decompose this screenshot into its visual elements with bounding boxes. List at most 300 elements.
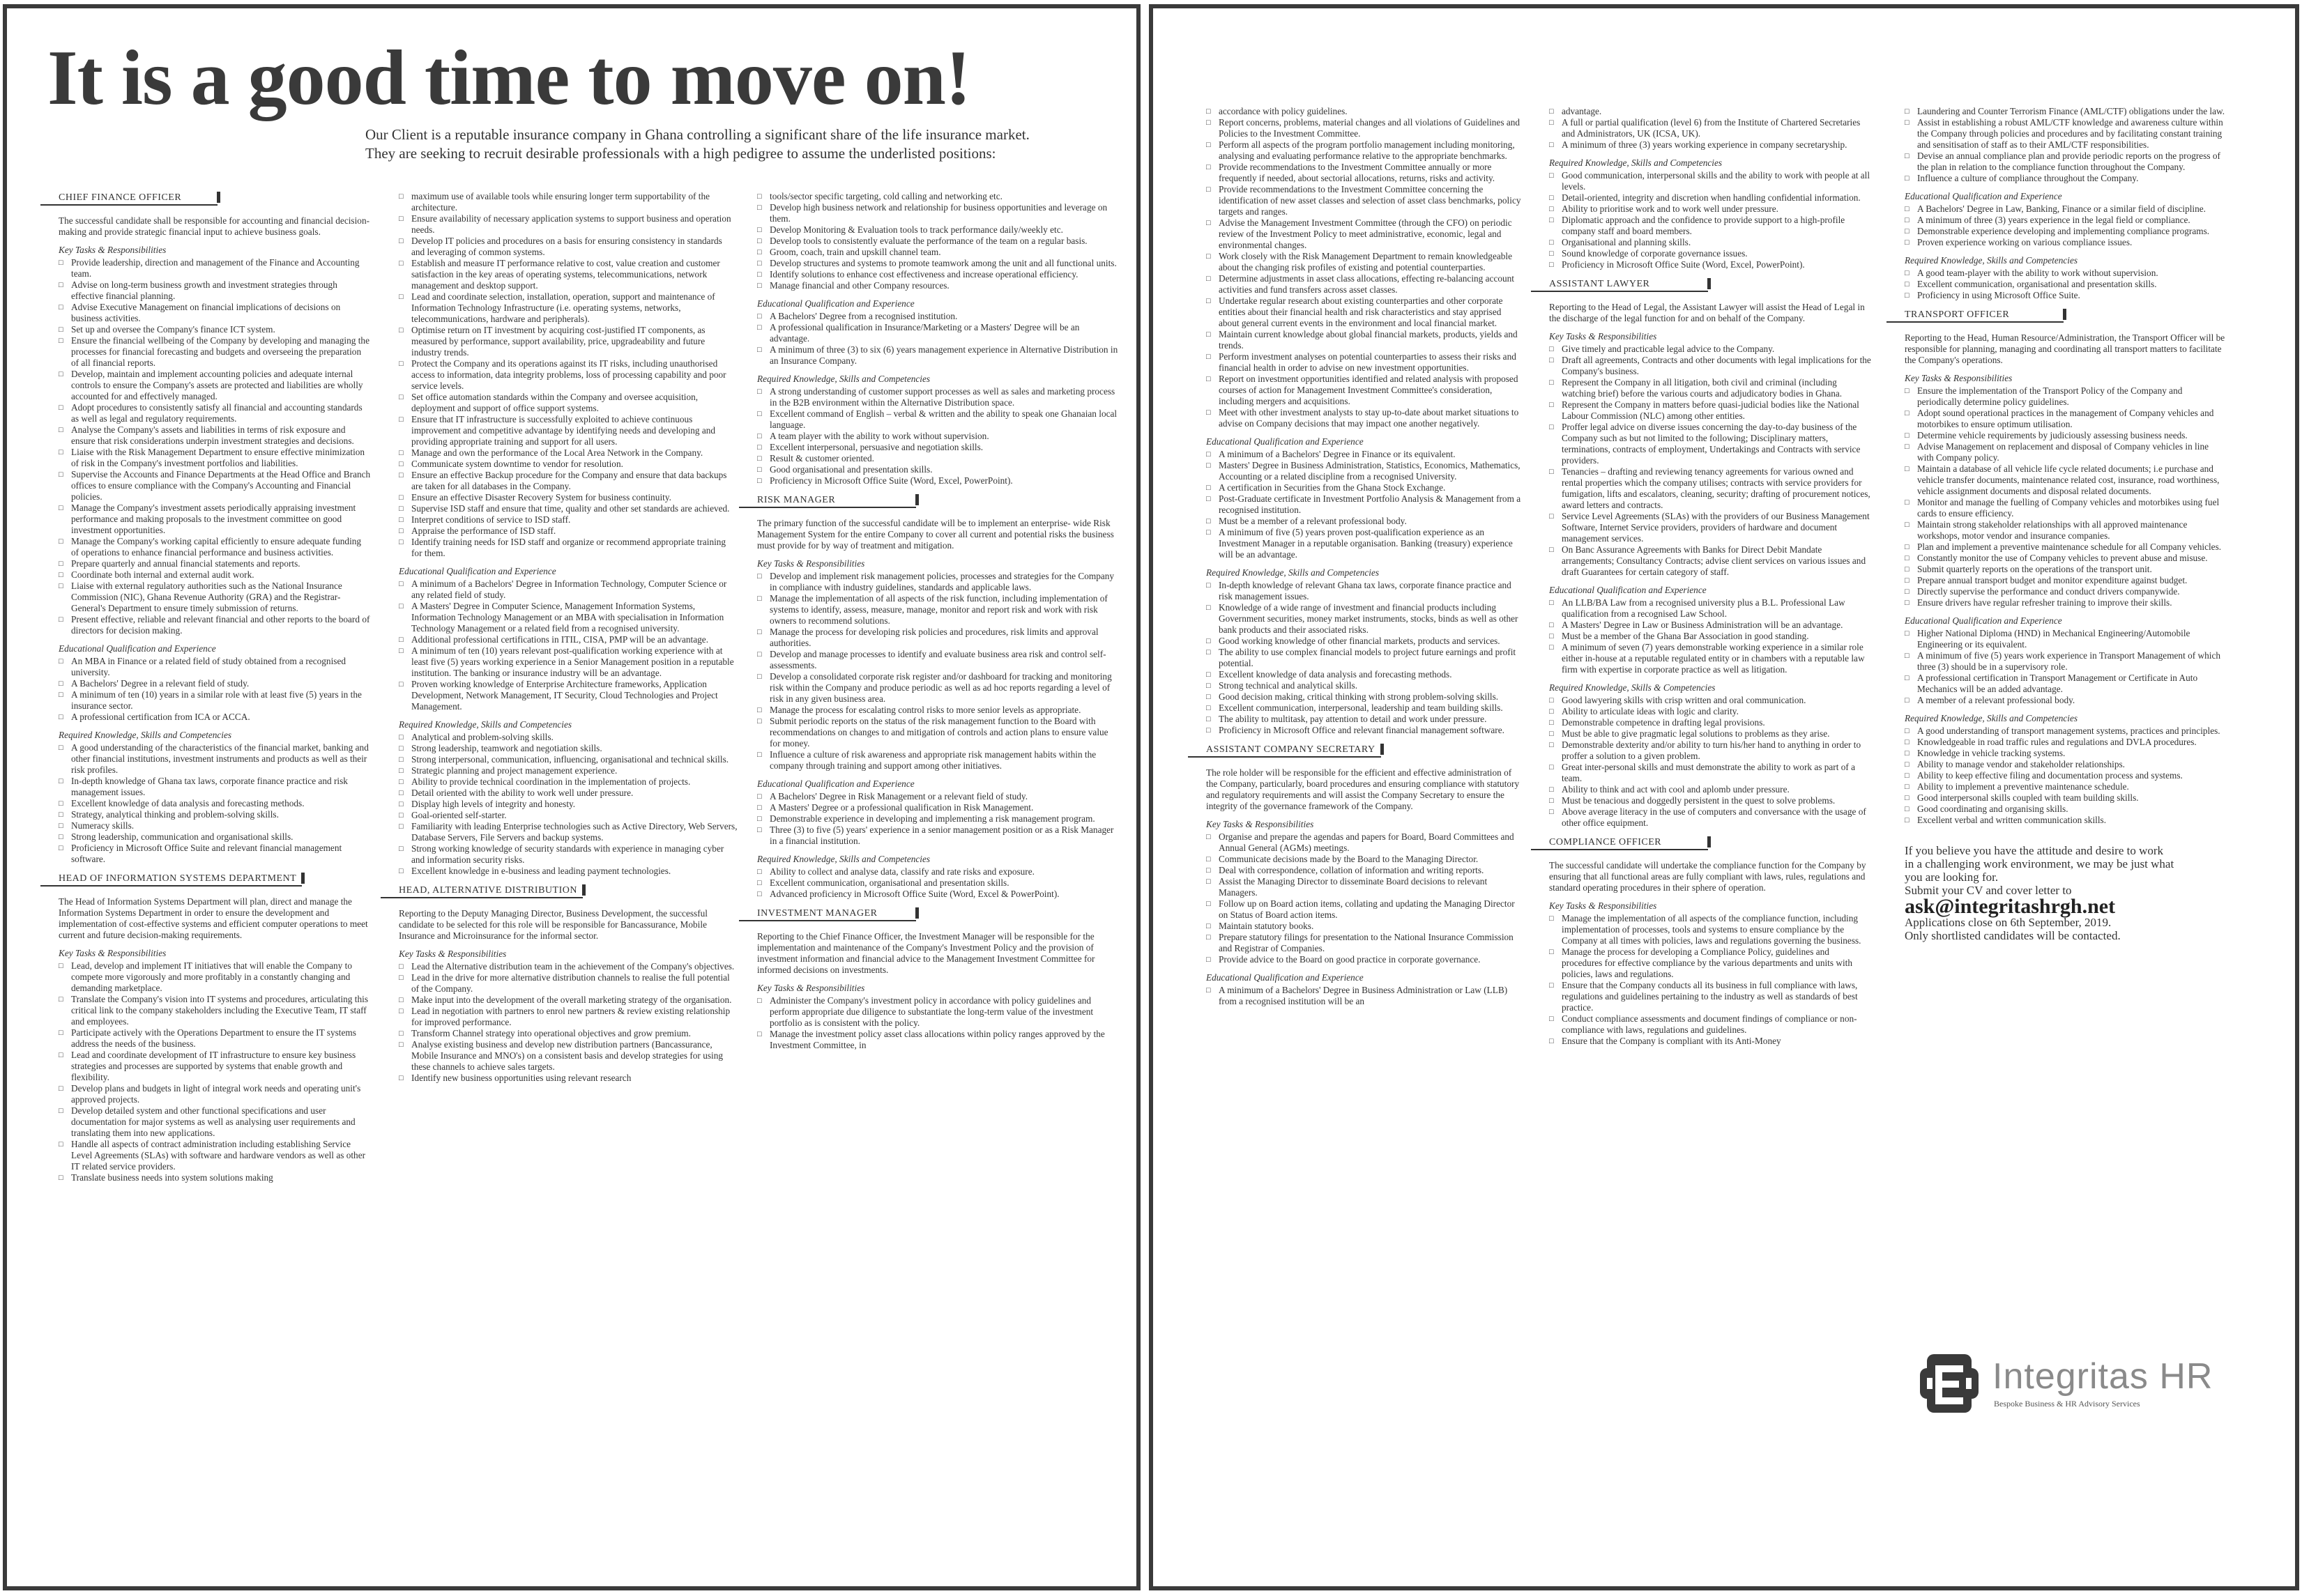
list-item: □ Ability to implement a preventive maintenance schedule.	[1905, 781, 2225, 792]
list-item: □ Excellent knowledge in e-business and leading payment technologies.	[399, 866, 738, 877]
list-item: □ Must be able to give pragmatic legal solutions to problems as they arise.	[1549, 728, 1871, 739]
list-item: □ Give timely and practicable legal advice to the Company.	[1549, 344, 1871, 355]
job-section	[757, 191, 1120, 486]
list-item: □ Communicate system downtime to vendor for resolution.	[399, 459, 738, 470]
list-item: □ Lead in the drive for more alternative distribution channels to realise the full potential of the Company.	[399, 972, 738, 995]
list-item: □ Participate actively with the Operations Department to ensure the IT systems address the needs of the business.	[59, 1027, 371, 1050]
list-item: □ Good coordinating and organising skills.	[1905, 804, 2225, 815]
list-item: □ Excellent knowledge of data analysis and forecasting methods.	[1206, 669, 1521, 680]
bullet-list	[757, 866, 1120, 900]
column-6-sections	[1905, 106, 2225, 826]
list-item: □ Proffer legal advice on diverse issues concerning the day-to-day business of the Company such as but not limited to the following; Disciplinary matters, terminations, contracts of employment, Undertakings and Contracts with service providers.	[1549, 422, 1871, 466]
page-gutter	[1141, 0, 1149, 1596]
list-item: □ Determine adjustments in asset class allocations, effecting re-balancing account activities and fund transfers across asset classes.	[1206, 273, 1521, 296]
bullet-list	[1905, 204, 2225, 248]
list-item: □ Strong leadership, teamwork and negotiation skills.	[399, 743, 738, 754]
subsection-heading: Key Tasks & Responsibilities	[59, 948, 167, 958]
subsection-heading: Educational Qualification and Experience	[1206, 972, 1364, 983]
list-item: □ Provide recommendations to the Investment Committee concerning the identification of new asset classes and selection of asset class benchmarks, policy targets and ranges.	[1206, 184, 1521, 217]
list-item: □ Organise and prepare the agendas and papers for Board, Board Committees and Annual General (AGMs) meetings.	[1206, 831, 1521, 854]
contact-email-link[interactable]: ask@integritashrgh.net	[1905, 895, 2116, 918]
subsection-heading: Required Knowledge, Skills and Competencies	[399, 719, 572, 730]
list-item: □ Sound knowledge of corporate governance issues.	[1549, 248, 1871, 259]
list-item: □ Ability to collect and analyse data, classify and rate risks and exposure.	[757, 866, 1120, 877]
list-item: □ Strong technical and analytical skills.	[1206, 680, 1521, 691]
list-item: □ Good organisational and presentation skills.	[757, 464, 1120, 475]
closing-line: If you believe you have the attitude and desire to work	[1905, 844, 2164, 857]
list-item: □ Knowledge in vehicle tracking systems.	[1905, 748, 2225, 759]
list-item: □ A minimum of ten (10) years in a similar role with at least five (5) years in the insurance sector.	[59, 689, 371, 712]
list-item: □ Monitor and manage the fuelling of Company vehicles and motorbikes using fuel cards to ensure efficiency.	[1905, 497, 2225, 519]
closing-note: Applications close on 6th September, 2019.	[1905, 916, 2112, 929]
list-item: □ Provide recommendations to the Investment Committee annually or more frequently if needed, about sectorial allocations, returns, risks and activity.	[1206, 162, 1521, 184]
list-item: □ Develop and manage processes to identify and evaluate business area risk and control self-assessments.	[757, 649, 1120, 671]
list-item: □ Develop high business network and relationship for business opportunities and leverage on them.	[757, 202, 1120, 224]
intro-line: Our Client is a reputable insurance company in Ghana controlling a significant share of the life insurance market.	[365, 126, 1030, 143]
integritas-logo-icon	[1914, 1349, 1984, 1418]
list-item: □ Proven working knowledge of Enterprise Architecture frameworks, Application Development, Network Management, IT Security, Cloud Technologies and Project Management.	[399, 679, 738, 712]
subsection-heading: Key Tasks & Responsibilities	[757, 983, 865, 993]
bullet-list	[1206, 580, 1521, 736]
bullet-list	[1905, 268, 2225, 301]
list-item: □ Strategic planning and project management experience.	[399, 765, 738, 776]
job-section	[59, 873, 371, 1183]
bullet-list	[1905, 628, 2225, 706]
list-item: □ Manage the Company's investment assets periodically appraising investment performance and making proposals to the investment committee on good investment opportunities.	[59, 502, 371, 536]
list-item: □ Knowledgeable in road traffic rules and regulations and DVLA procedures.	[1905, 737, 2225, 748]
list-item: □ A minimum of three (3) to six (6) years management experience in Alternative Distribution in an Insurance Company.	[757, 344, 1120, 367]
list-item: □ Present effective, reliable and relevant financial and other reports to the board of directors for decision making.	[59, 614, 371, 636]
list-item: □ A strong understanding of customer support processes as well as sales and marketing process in the B2B environment within the Alternative Distribution space.	[757, 386, 1120, 408]
list-item: □ Groom, coach, train and upskill channel team.	[757, 247, 1120, 258]
list-item: □ Goal-oriented self-starter.	[399, 810, 738, 821]
list-item: □ A minimum of five (5) years work experience in Transport Management of which three (3) should be in a supervisory role.	[1905, 650, 2225, 673]
list-item: □ Appraise the performance of ISD staff.	[399, 525, 738, 537]
job-section	[59, 192, 371, 865]
list-item: □ Lead, develop and implement IT initiatives that will enable the Company to compete more vigorously and more profitably in a constantly changing and demanding marketplace.	[59, 960, 371, 994]
subsection-heading: Educational Qualification and Experience	[399, 566, 556, 576]
company-logo	[1914, 1349, 2213, 1418]
subsection-heading: Key Tasks & Responsibilities	[1905, 373, 2013, 383]
list-item: □ Masters' Degree in Business Administration, Statistics, Economics, Mathematics, Accounting or a related discipline from a recognised University.	[1206, 460, 1521, 482]
job-title: ASSISTANT LAWYER	[1531, 279, 1708, 292]
list-item: □ Set office automation standards within the Company and oversee acquisition, deployment and support of office support systems.	[399, 392, 738, 414]
list-item: □ Develop detailed system and other functional specifications and user documentation for major systems as well as analysing user requirements and translating them into new applications.	[59, 1105, 371, 1139]
list-item: □ Deal with correspondence, collation of information and writing reports.	[1206, 865, 1521, 876]
list-item: □ A Masters' Degree in Law or Business Administration will be an advantage.	[1549, 620, 1871, 631]
list-item: □ Detail oriented with the ability to work well under pressure.	[399, 788, 738, 799]
list-item: □ Undertake regular research about existing counterparties and other corporate entities about their financial health and risk characteristics and stay apprised about general current events in the environment and local financial market.	[1206, 296, 1521, 329]
list-item: □ Transform Channel strategy into operational objectives and grow premium.	[399, 1028, 738, 1039]
list-item: □ advantage.	[1549, 106, 1871, 117]
list-item: □ Ability to think and act with cool and aplomb under pressure.	[1549, 784, 1871, 795]
headline: It is a good time to move on!	[47, 35, 971, 121]
list-item: □ Develop IT policies and procedures on a basis for ensuring consistency in standards and leveraging of common systems.	[399, 236, 738, 258]
list-item: □ Identify solutions to enhance cost effectiveness and increase operational efficiency.	[757, 269, 1120, 280]
list-item: □ Ability to provide technical coordination in the implementation of projects.	[399, 776, 738, 788]
list-item: □ Result & customer oriented.	[757, 453, 1120, 464]
subsection-heading: Required Knowledge, Skills & Competencies	[1549, 682, 1716, 693]
subsection-heading: Educational Qualification and Experience	[1206, 436, 1364, 447]
list-item: □ Strong leadership, communication and organisational skills.	[59, 831, 371, 843]
list-item: □ Follow up on Board action items, collating and updating the Managing Director on Status of Board action items.	[1206, 898, 1521, 921]
closing-note: Only shortlisted candidates will be contacted.	[1905, 929, 2121, 942]
subsection-heading: Key Tasks & Responsibilities	[757, 558, 865, 569]
list-item: □ Advise the Management Investment Committee (through the CFO) on periodic review of the Investment Policy to meet administrative, economic, legal and environmental changes.	[1206, 217, 1521, 251]
job-title: COMPLIANCE OFFICER	[1531, 837, 1708, 850]
list-item: □ Meet with other investment analysts to stay up-to-date about market situations to advise on Company decisions that may impact one another negatively.	[1206, 407, 1521, 429]
list-item: □ Develop and implement risk management policies, processes and strategies for the Company in compliance with industry guidelines, standards and applicable laws.	[757, 571, 1120, 593]
list-item: □ Submit periodic reports on the status of the risk management function to the Board with recommendations on changes to and mitigation of controls and action plans to ensure value for money.	[757, 716, 1120, 749]
list-item: □ A professional certification in Transport Management or Certificate in Auto Mechanics will be an added advantage.	[1905, 673, 2225, 695]
list-item: □ Tenancies – drafting and reviewing tenancy agreements for various owned and rental properties which the company utilises; contracts with service providers for fumigation, lifts and escalators, cleaning, security; drafting of procurement notices, award letters and contracts.	[1549, 466, 1871, 511]
bullet-list	[1549, 913, 1871, 1047]
subsection-heading: Required Knowledge, Skills and Competencies	[757, 854, 931, 864]
list-item: □ Constantly monitor the use of Company vehicles to prevent abuse and misuse.	[1905, 553, 2225, 564]
list-item: □ A good team-player with the ability to work without supervision.	[1905, 268, 2225, 279]
list-item: □ Ensure that IT infrastructure is successfully exploited to achieve continuous improvement and competitive advantage by identifying needs and developing and providing appropriate training and support for all users.	[399, 414, 738, 447]
list-item: □ Display high levels of integrity and honesty.	[399, 799, 738, 810]
job-title: ASSISTANT COMPANY SECRETARY	[1188, 744, 1381, 758]
list-item: □ A Bachelors' Degree in a relevant field of study.	[59, 678, 371, 689]
list-item: □ Three (3) to five (5) years' experience in a senior management position or as a Risk Manager in a financial institution.	[757, 824, 1120, 847]
list-item: □ A good understanding of transport management systems, practices and principles.	[1905, 726, 2225, 737]
subsection-heading: Key Tasks & Responsibilities	[1206, 819, 1314, 829]
list-item: □ Devise an annual compliance plan and provide periodic reports on the progress of the plan in relation to the compliance function throughout the Company.	[1905, 151, 2225, 173]
subsection-heading: Key Tasks & Responsibilities	[1549, 331, 1657, 342]
job-description: Reporting to the Chief Finance Officer, the Investment Manager will be responsible for the implementation and maintenance of the Company's Investment Policy and the provision of investment information and financial advice to the Management Investment Committee for informed decisions on investments.	[757, 931, 1095, 975]
list-item: □ Prepare annual transport budget and monitor expenditure against budget.	[1905, 575, 2225, 586]
list-item: □ A professional qualification in Insurance/Marketing or a Masters' Degree will be an advantage.	[757, 322, 1120, 344]
job-section	[1206, 744, 1521, 1007]
list-item: □ An MBA in Finance or a related field of study obtained from a recognised university.	[59, 656, 371, 678]
list-item: □ Identify training needs for ISD staff and organize or recommend appropriate training for them.	[399, 537, 738, 559]
bullet-list	[1905, 385, 2225, 608]
list-item: □ Maintain a database of all vehicle life cycle related documents; i.e purchase and vehicle transfer documents, maintenance related cost, insurance, road worthiness, vehicle assignment documents and disposal related documents.	[1905, 463, 2225, 497]
column-4	[1206, 106, 1521, 1015]
list-item: □ A minimum of a Bachelors' Degree in Finance or its equivalent.	[1206, 449, 1521, 460]
list-item: □ Perform investment analyses on potential counterparties to assess their risks and financial health in order to advise on new investment opportunities.	[1206, 351, 1521, 374]
subsection-heading: Key Tasks & Responsibilities	[399, 949, 507, 959]
job-title: HEAD OF INFORMATION SYSTEMS DEPARTMENT	[40, 873, 302, 887]
list-item: □ Translate business needs into system solutions making	[59, 1172, 371, 1183]
bullet-list	[757, 995, 1120, 1051]
job-description: Reporting to the Deputy Managing Director, Business Development, the successful candidate to be selected for this role will be responsible for Bancassurance, Mobile Insurance and Microinsurance for the informal sector.	[399, 908, 708, 941]
bullet-list	[59, 742, 371, 865]
list-item: □ Interpret conditions of service to ISD staff.	[399, 514, 738, 525]
list-item: □ Excellent communication, organisational and presentation skills.	[1905, 279, 2225, 290]
column-3	[757, 191, 1120, 1059]
job-title: RISK MANAGER	[739, 495, 916, 508]
list-item: □ Assist the Managing Director to disseminate Board decisions to relevant Managers.	[1206, 876, 1521, 898]
job-section	[399, 885, 738, 1084]
list-item: □ An LLB/BA Law from a recognised university plus a B.L. Professional Law qualification from a recognised Law School.	[1549, 597, 1871, 620]
list-item: □ Proficiency in Microsoft Office Suite (Word, Excel, PowerPoint).	[1549, 259, 1871, 270]
job-section	[1549, 837, 1871, 1047]
job-section	[1549, 106, 1871, 270]
list-item: □ Good interpersonal skills coupled with team building skills.	[1905, 792, 2225, 804]
list-item: □ Lead the Alternative distribution team in the achievement of the Company's objectives.	[399, 961, 738, 972]
list-item: □ Supervise ISD staff and ensure that time, quality and other set standards are achieved.	[399, 503, 738, 514]
list-item: □ A minimum of three (3) years experience in the legal field or compliance.	[1905, 215, 2225, 226]
subsection-heading: Required Knowledge, Skills and Competencies	[1905, 713, 2078, 723]
bullet-list	[1905, 726, 2225, 826]
closing-line: in a challenging work environment, we may be just what	[1905, 857, 2174, 870]
bullet-list	[1206, 985, 1521, 1007]
job-description: The successful candidate shall be responsible for accounting and financial decision-making and provide strategic financial input to achieve business goals.	[59, 215, 370, 237]
list-item: □ Good working knowledge of other financial markets, products and services.	[1206, 636, 1521, 647]
list-item: □ Handle all aspects of contract administration including establishing Service Level Agreements (SLAs) with software and hardware vendors as well as other IT related service providers.	[59, 1139, 371, 1172]
list-item: □ Proficiency in using Microsoft Office Suite.	[1905, 290, 2225, 301]
list-item: □ Maintain strong stakeholder relationships with all approved maintenance workshops, motor vendor and insurance companies.	[1905, 519, 2225, 542]
list-item: □ Laundering and Counter Terrorism Finance (AML/CTF) obligations under the law.	[1905, 106, 2225, 117]
list-item: □ Analytical and problem-solving skills.	[399, 732, 738, 743]
list-item: □ Great inter-personal skills and must demonstrate the ability to work as part of a team.	[1549, 762, 1871, 784]
list-item: □ Ensure an effective Backup procedure for the Company and ensure that data backups are taken for all databases in the Company.	[399, 470, 738, 492]
list-item: □ Develop plans and budgets in light of integral work needs and operating unit's approved projects.	[59, 1083, 371, 1105]
subsection-heading: Educational Qualification and Experience	[757, 778, 915, 789]
list-item: □ Ensure availability of necessary application systems to support business and operation needs.	[399, 213, 738, 236]
list-item: □ A certification in Securities from the Ghana Stock Exchange.	[1206, 482, 1521, 493]
job-description: Reporting to the Head, Human Resource/Administration, the Transport Officer will be responsible for planning, managing and coordinating all transport matters to facilitate the Company's operations.	[1905, 332, 2225, 365]
list-item: □ Provide leadership, direction and management of the Finance and Accounting team.	[59, 257, 371, 279]
list-item: □ Advise Management on replacement and disposal of Company vehicles in line with Company policy.	[1905, 441, 2225, 463]
list-item: □ Excellent command of English – verbal & written and the ability to speak one Ghanaian local language.	[757, 408, 1120, 431]
list-item: □ Directly supervise the performance and conduct drivers companywide.	[1905, 586, 2225, 597]
list-item: □ Good lawyering skills with crisp written and oral communication.	[1549, 695, 1871, 706]
list-item: □ Plan and implement a preventive maintenance schedule for all Company vehicles.	[1905, 542, 2225, 553]
list-item: □ Lead and coordinate selection, installation, operation, support and maintenance of Information Technology Infrastructure (i.e. operating systems, networks, telecommunications, hardware and peripherals).	[399, 291, 738, 325]
bullet-list	[399, 732, 738, 877]
intro	[365, 125, 1125, 163]
job-description: Reporting to the Head of Legal, the Assistant Lawyer will assist the Head of Legal in the discharge of the legal function for and on behalf of the Company.	[1549, 302, 1865, 323]
list-item: □ Demonstrable competence in drafting legal provisions.	[1549, 717, 1871, 728]
list-item: □ Excellent communication, interpersonal, leadership and team building skills.	[1206, 703, 1521, 714]
list-item: □ Ensure an effective Disaster Recovery System for business continuity.	[399, 492, 738, 503]
bullet-list	[59, 960, 371, 1183]
list-item: □ Report on investment opportunities identified and related analysis with proposed courses of action for Management Investment Committee's consideration, including mergers and acquisitions.	[1206, 374, 1521, 407]
list-item: □ Ability to prioritise work and to work well under pressure.	[1549, 204, 1871, 215]
list-item: □ Prepare quarterly and annual financial statements and reports.	[59, 558, 371, 569]
list-item: □ Maintain statutory books.	[1206, 921, 1521, 932]
job-section	[757, 495, 1120, 900]
list-item: □ Develop tools to consistently evaluate the performance of the team on a regular basis.	[757, 236, 1120, 247]
job-description: The role holder will be responsible for the efficient and effective administration of the Company, particularly, board procedures and ensuring compliance with statutory and regulatory requirements and will assist the Company Secretary to ensure the integrity of the governance framework of the Company.	[1206, 767, 1520, 811]
list-item: □ Manage the process for developing a Compliance Policy, guidelines and procedures for effective compliance by the various departments and units with policies, laws and regulations.	[1549, 946, 1871, 980]
list-item: □ Diplomatic approach and the confidence to provide support to a high-profile company staff and board members.	[1549, 215, 1871, 237]
list-item: □ Higher National Diploma (HND) in Mechanical Engineering/Automobile Engineering or its equivalent.	[1905, 628, 2225, 650]
subsection-heading: Required Knowledge, Skills and Competencies	[1206, 567, 1380, 578]
list-item: □ Supervise the Accounts and Finance Departments at the Head Office and Branch offices to ensure compliance with the Company's Accounting and Financial policies.	[59, 469, 371, 502]
job-section	[1206, 106, 1521, 736]
list-item: □ Ensure the financial wellbeing of the Company by developing and managing the processes for financial forecasting and budgets and overseeing the preparation of all financial reports.	[59, 335, 371, 369]
list-item: □ Work closely with the Risk Management Department to remain knowledgeable about the changing risk profiles of existing and potential counterparties.	[1206, 251, 1521, 273]
list-item: □ A Bachelors' Degree from a recognised institution.	[757, 311, 1120, 322]
list-item: □ Set up and oversee the Company's finance ICT system.	[59, 324, 371, 335]
list-item: □ accordance with policy guidelines.	[1206, 106, 1521, 117]
list-item: □ Ability to keep effective filing and documentation process and systems.	[1905, 770, 2225, 781]
subsection-heading: Required Knowledge, Skills and Competencies	[757, 374, 931, 384]
list-item: □ On Banc Assurance Agreements with Banks for Direct Debit Mandate arrangements; Consultancy Contracts; advise client services on various issues and draft Guarantees for certain category of staff.	[1549, 544, 1871, 578]
list-item: □ Provide advice to the Board on good practice in corporate governance.	[1206, 954, 1521, 965]
list-item: □ Submit quarterly reports on the operations of the transport unit.	[1905, 564, 2225, 575]
list-item: □ Excellent interpersonal, persuasive and negotiation skills.	[757, 442, 1120, 453]
list-item: □ Knowledge of a wide range of investment and financial products including Government securities, money market instruments, stocks, binds as well as other bank products and their associated risks.	[1206, 602, 1521, 636]
list-item: □ Proficiency in Microsoft Office Suite and relevant financial management software.	[59, 843, 371, 865]
closing-block	[1905, 844, 2225, 942]
list-item: □ Excellent knowledge of data analysis and forecasting methods.	[59, 798, 371, 809]
list-item: □ Advise on long-term business growth and investment strategies through effective financial planning.	[59, 279, 371, 302]
list-item: □ tools/sector specific targeting, cold calling and networking etc.	[757, 191, 1120, 202]
bullet-list	[757, 311, 1120, 367]
list-item: □ A member of a relevant professional body.	[1905, 695, 2225, 706]
list-item: □ Optimise return on IT investment by acquiring cost-justified IT components, as measured by performance, support availability, price, upgradeability and future industry trends.	[399, 325, 738, 358]
bullet-list	[1206, 106, 1521, 429]
list-item: □ A minimum of a Bachelors' Degree in Business Administration or Law (LLB) from a recognised institution will be an	[1206, 985, 1521, 1007]
subsection-heading: Educational Qualification and Experience	[1905, 615, 2062, 626]
job-title: CHIEF FINANCE OFFICER	[40, 192, 218, 206]
list-item: □ A Bachelors' Degree in Law, Banking, Finance or a similar field of discipline.	[1905, 204, 2225, 215]
list-item: □ Demonstrable experience developing and implementing compliance programs.	[1905, 226, 2225, 237]
list-item: □ Ensure that the Company conducts all its business in full compliance with laws, regulations and guidelines pertaining to the industry as well as standards of best practice.	[1549, 980, 1871, 1013]
list-item: □ Demonstrable experience in developing and implementing a risk management program.	[757, 813, 1120, 824]
job-section	[399, 191, 738, 877]
bullet-list	[59, 257, 371, 636]
list-item: □ Develop a consolidated corporate risk register and/or dashboard for tracking and monitoring risk within the Company and produce periodic as well as ad hoc reports regarding a level of risk in any given business area.	[757, 671, 1120, 705]
job-description: The Head of Information Systems Department will plan, direct and manage the Information Systems Department in order to ensure the development and implementation of cost-effective systems and efficient computer operations to meet current and future decision-making requirements.	[59, 896, 368, 940]
subsection-heading: Educational Qualification and Experience	[1549, 585, 1707, 595]
list-item: □ Adopt procedures to consistently satisfy all financial and accounting standards as well as legal and regulatory requirements.	[59, 402, 371, 424]
subsection-heading: Required Knowledge, Skills and Competencies	[1905, 255, 2078, 266]
list-item: □ In-depth knowledge of relevant Ghana tax laws, corporate finance practice and risk management issues.	[1206, 580, 1521, 602]
list-item: □ Ensure drivers have regular refresher training to improve their skills.	[1905, 597, 2225, 608]
list-item: □ Determine vehicle requirements by judiciously assessing business needs.	[1905, 430, 2225, 441]
job-section	[1905, 309, 2225, 826]
list-item: □ Analyse the Company's assets and liabilities in terms of risk exposure and ensure that risk considerations underpin investment strategies and decisions.	[59, 424, 371, 447]
list-item: □ The ability to use complex financial models to project future earnings and profit potential.	[1206, 647, 1521, 669]
bullet-list	[59, 656, 371, 723]
subsection-heading: Required Knowledge, Skills and Competencies	[59, 730, 232, 740]
list-item: □ Coordinate both internal and external audit work.	[59, 569, 371, 581]
list-item: □ A minimum of ten (10) years relevant post-qualification working experience with at least five (5) years working experience in a Senior Management position in a reputable institution. The banking or insurance industry will be an advantage.	[399, 645, 738, 679]
list-item: □ Communicate decisions made by the Board to the Managing Director.	[1206, 854, 1521, 865]
list-item: □ Develop Monitoring & Evaluation tools to track performance daily/weekly etc.	[757, 224, 1120, 236]
list-item: □ Adopt sound operational practices in the management of Company vehicles and motorbikes to ensure optimum utilisation.	[1905, 408, 2225, 430]
list-item: □ Manage the implementation of all aspects of the risk function, including implementation of systems to identify, assess, measure, manage, monitor and report risk and work with risk owners to recommend solutions.	[757, 593, 1120, 627]
bullet-list	[1549, 170, 1871, 270]
bullet-list	[757, 791, 1120, 847]
list-item: □ Numeracy skills.	[59, 820, 371, 831]
bullet-list	[757, 386, 1120, 486]
logo-name: Integritas HR	[1992, 1356, 2213, 1397]
list-item: □ Manage and own the performance of the Local Area Network in the Company.	[399, 447, 738, 459]
bullet-list	[757, 191, 1120, 291]
list-item: □ Strong working knowledge of security standards with experience in managing cyber and information security risks.	[399, 843, 738, 866]
list-item: □ Proven experience working on various compliance issues.	[1905, 237, 2225, 248]
list-item: □ Excellent verbal and written communication skills.	[1905, 815, 2225, 826]
list-item: □ Demonstrable dexterity and/or ability to turn his/her hand to anything in order to proffer a solution to a given problem.	[1549, 739, 1871, 762]
list-item: □ A minimum of three (3) years working experience in company secretaryship.	[1549, 139, 1871, 151]
list-item: □ A professional certification from ICA or ACCA.	[59, 712, 371, 723]
list-item: □ The ability to multitask, pay attention to detail and work under pressure.	[1206, 714, 1521, 725]
intro-line: They are seeking to recruit desirable professionals with a high pedigree to assume the underlisted positions:	[365, 145, 996, 162]
list-item: □ Manage the process for escalating control risks to more senior levels as appropriate.	[757, 705, 1120, 716]
job-section	[1905, 106, 2225, 301]
bullet-list	[1549, 344, 1871, 578]
column-6	[1905, 106, 2225, 942]
list-item: □ Organisational and planning skills.	[1549, 237, 1871, 248]
bullet-list	[757, 571, 1120, 772]
logo-tagline: Bespoke Business & HR Advisory Services	[1994, 1399, 2140, 1409]
list-item: □ Above average literacy in the use of computers and conversance with the usage of other office equipment.	[1549, 806, 1871, 829]
bullet-list	[1549, 597, 1871, 675]
job-title: HEAD, ALTERNATIVE DISTRIBUTION	[381, 885, 583, 898]
list-item: □ Must be a member of a relevant professional body.	[1206, 516, 1521, 527]
list-item: □ Manage financial and other Company resources.	[757, 280, 1120, 291]
list-item: □ Proficiency in Microsoft Office Suite (Word, Excel, PowerPoint).	[757, 475, 1120, 486]
list-item: □ Liaise with the Risk Management Department to ensure effective minimization of risk in the Company's investment portfolios and liabilities.	[59, 447, 371, 469]
subsection-heading: Educational Qualification and Experience	[757, 298, 915, 309]
list-item: □ Strategy, analytical thinking and problem-solving skills.	[59, 809, 371, 820]
list-item: □ Perform all aspects of the program portfolio management including monitoring, analysing and evaluating performance relative to the appropriate benchmarks.	[1206, 139, 1521, 162]
list-item: □ Represent the Company in all litigation, both civil and criminal (including watching brief) before the various courts and adjudicatory bodies in Ghana.	[1549, 377, 1871, 399]
subsection-heading: Required Knowledge, Skills and Competencies	[1549, 158, 1723, 168]
list-item: □ Manage the process for developing risk policies and procedures, risk limits and approval authorities.	[757, 627, 1120, 649]
list-item: □ Report concerns, problems, material changes and all violations of Guidelines and Policies to the Investment Committee.	[1206, 117, 1521, 139]
bullet-list	[399, 191, 738, 559]
list-item: □ Translate the Company's vision into IT systems and procedures, articulating this critical link to the company stakeholders including the Executive Team, IT staff and employees.	[59, 994, 371, 1027]
closing-line: you are looking for.	[1905, 870, 1999, 884]
subsection-heading: Key Tasks & Responsibilities	[59, 245, 167, 255]
list-item: □ Service Level Agreements (SLAs) with the providers of our Business Management Software, Internet Service providers, providers of hardware and document management services.	[1549, 511, 1871, 544]
list-item: □ Develop, maintain and implement accounting policies and adequate internal controls to ensure the Company's assets are protected and liabilities are wholly accounted for and effectively managed.	[59, 369, 371, 402]
list-item: □ A Bachelors' Degree in Risk Management or a relevant field of study.	[757, 791, 1120, 802]
list-item: □ Ensure the implementation of the Transport Policy of the Company and periodically determine policy guidelines.	[1905, 385, 2225, 408]
list-item: □ A full or partial qualification (level 6) from the Institute of Chartered Secretaries and Administrators, UK (ICSA, UK).	[1549, 117, 1871, 139]
column-5	[1549, 106, 1871, 1055]
list-item: □ Influence a culture of compliance throughout the Company.	[1905, 173, 2225, 184]
job-title: TRANSPORT OFFICER	[1886, 309, 2064, 323]
list-item: □ Lead in negotiation with partners to enrol new partners & review existing relationship for improved performance.	[399, 1006, 738, 1028]
list-item: □ Represent the Company in matters before quasi-judicial bodies like the National Labour Commission (NLC) among other entities.	[1549, 399, 1871, 422]
list-item: □ Prepare statutory filings for presentation to the National Insurance Commission and Registrar of Companies.	[1206, 932, 1521, 954]
bullet-list	[1549, 695, 1871, 829]
job-title: INVESTMENT MANAGER	[739, 908, 916, 921]
list-item: □ Administer the Company's investment policy in accordance with policy guidelines and perform appropriate due diligence to substantiate the long-term value of the investment portfolio as is consistent with the policy.	[757, 995, 1120, 1029]
list-item: □ Ensure that the Company is compliant with its Anti-Money	[1549, 1036, 1871, 1047]
job-section	[1549, 279, 1871, 829]
list-item: □ Manage the Company's working capital efficiently to ensure adequate funding of operations to enhance financial performance and business activities.	[59, 536, 371, 558]
list-item: □ Manage the implementation of all aspects of the compliance function, including implementation of processes, tools and systems to ensure compliance by the Company at all times with policies, laws and regulations governing the business.	[1549, 913, 1871, 946]
job-description: The successful candidate will undertake the compliance function for the Company by ensuring that all functional areas are fully compliant with laws, rules, regulations and standard operating procedures in their sphere of operation.	[1549, 860, 1866, 893]
list-item: □ Ability to manage vendor and stakeholder relationships.	[1905, 759, 2225, 770]
list-item: □ Good communication, interpersonal skills and the ability to work with people at all levels.	[1549, 170, 1871, 192]
bullet-list	[1206, 831, 1521, 965]
job-description: The primary function of the successful candidate will be to implement an enterprise- wide Risk Management System for the entire Company to cover all current and potential risks the business must provide for by way of treatment and mitigation.	[757, 518, 1114, 551]
job-section	[757, 908, 1120, 1051]
subsection-heading: Key Tasks & Responsibilities	[1549, 900, 1657, 911]
list-item: □ Analyse existing business and develop new distribution partners (Bancassurance, Mobile Insurance and MNO's) on a consistent basis and develop strategies for using these channels to achieve sales targets.	[399, 1039, 738, 1073]
list-item: □ Identify new business opportunities using relevant research	[399, 1073, 738, 1084]
list-item: □ Ability to articulate ideas with logic and clarity.	[1549, 706, 1871, 717]
list-item: □ Conduct compliance assessments and document findings of compliance or non-compliance with laws, regulations and guidelines.	[1549, 1013, 1871, 1036]
list-item: □ A team player with the ability to work without supervision.	[757, 431, 1120, 442]
list-item: □ Must be tenacious and doggedly persistent in the quest to solve problems.	[1549, 795, 1871, 806]
list-item: □ Detail-oriented, integrity and discretion when handling confidential information.	[1549, 192, 1871, 204]
list-item: □ Lead and coordinate development of IT infrastructure to ensure key business strategies and processes are supported by systems that enable growth and flexibility.	[59, 1050, 371, 1083]
column-1	[59, 192, 371, 1192]
list-item: □ Assist in establishing a robust AML/CTF knowledge and awareness culture within the Company through policies and procedures and by facilitating constant training and sensitisation of staff as to their AML/CTF responsibilities.	[1905, 117, 2225, 151]
